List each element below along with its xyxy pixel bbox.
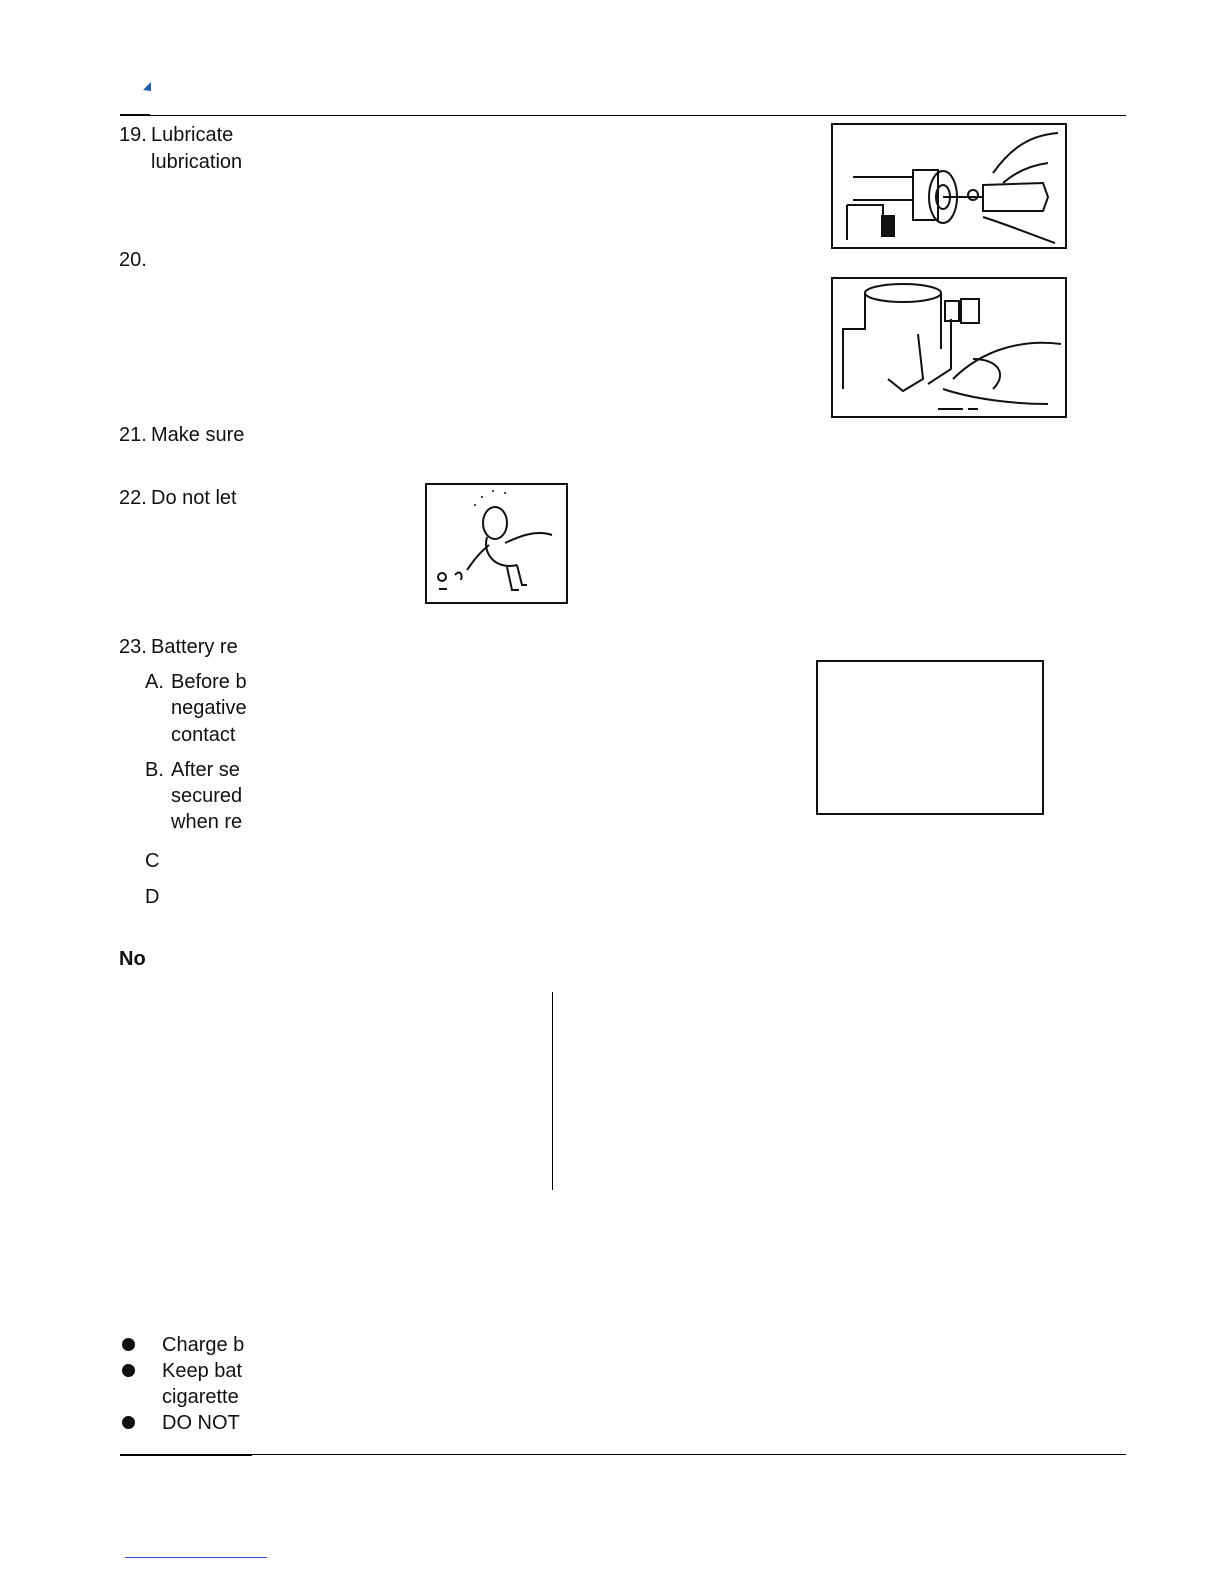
item-19-line2: lubrication [151, 151, 243, 173]
lubrication-illustration [831, 123, 1067, 249]
header-logo-underline [120, 114, 150, 116]
battery-illustration-frame [816, 660, 1044, 815]
item-23-line1: Battery re [151, 636, 238, 658]
bullet-1-icon [122, 1338, 135, 1351]
item-23b-line3: when re [171, 811, 243, 833]
item-23c-letter: C [145, 850, 160, 872]
bullet-2-line2: cigarette [162, 1386, 239, 1408]
header-rule [150, 115, 1126, 116]
item-23a-letter: A. [145, 671, 164, 693]
bullet-2-line1: Keep bat [162, 1360, 243, 1382]
item-19-line1: Lubricate [151, 124, 234, 146]
column-divider [552, 992, 553, 1190]
footer-rule-left [120, 1454, 252, 1456]
bullet-1-text: Charge b [162, 1334, 245, 1356]
item-19-number: 19. [119, 124, 147, 146]
item-20-number: 20. [119, 249, 147, 271]
item-23a-line1: Before b [171, 671, 247, 693]
bullet-3-text: DO NOT [162, 1412, 240, 1434]
item-22-number: 22. [119, 487, 147, 509]
item-23-number: 23. [119, 636, 147, 658]
bullet-2-icon [122, 1364, 135, 1377]
item-23a-line2: negative [171, 697, 247, 719]
item-21-number: 21. [119, 424, 147, 446]
item-23b-line1: After se [171, 759, 240, 781]
item-23d-letter: D [145, 886, 160, 908]
item-23b-letter: B. [145, 759, 164, 781]
item-23a-line3: contact [171, 724, 236, 746]
bullet-3-icon [122, 1416, 135, 1429]
machine-illustration [831, 277, 1067, 418]
item-23b-line2: secured [171, 785, 243, 807]
cartoon-illustration [425, 483, 568, 604]
item-22-line1: Do not let [151, 487, 237, 509]
footer-rule [252, 1454, 1126, 1455]
note-label: No [119, 948, 146, 970]
item-21-line1: Make sure [151, 424, 245, 446]
header-logo-icon [140, 78, 154, 94]
footer-link-underline[interactable] [125, 1557, 267, 1558]
